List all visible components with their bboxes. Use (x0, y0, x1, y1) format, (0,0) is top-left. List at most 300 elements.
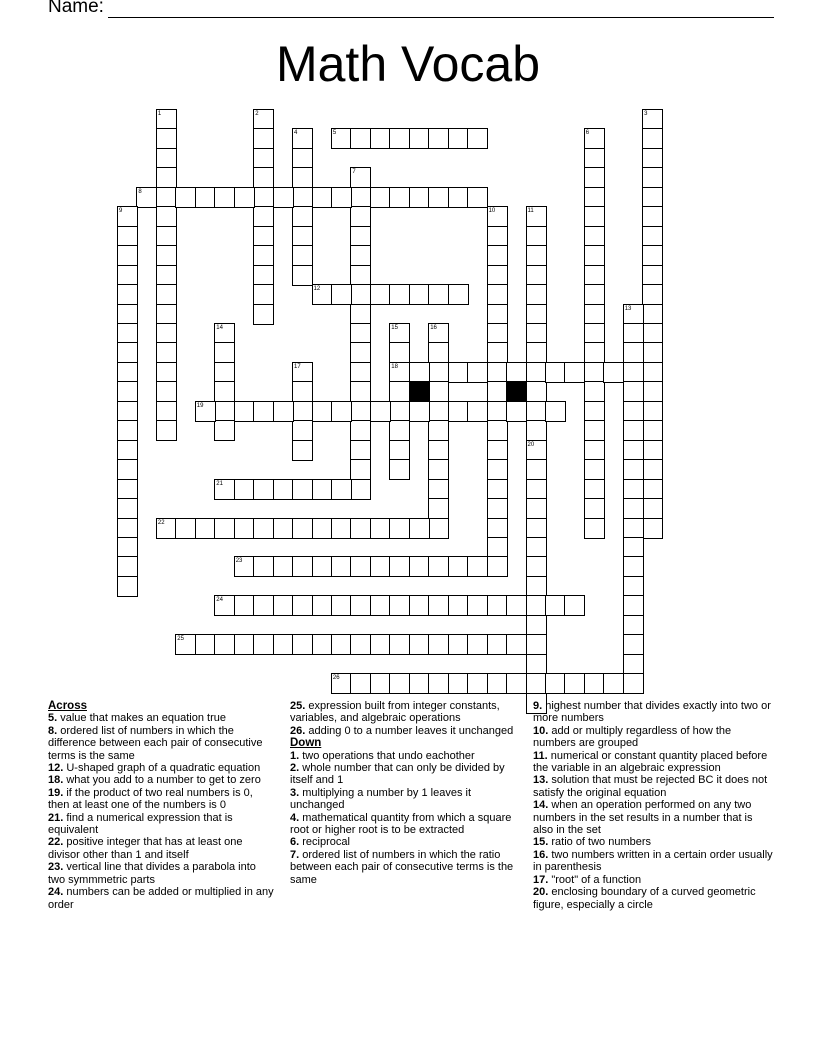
crossword-cell[interactable] (331, 634, 352, 655)
crossword-cell[interactable] (292, 245, 313, 266)
crossword-cell[interactable] (331, 128, 352, 149)
crossword-cell[interactable] (467, 401, 488, 422)
crossword-cell[interactable] (350, 440, 371, 461)
crossword-cell[interactable] (584, 323, 605, 344)
crossword-cell[interactable] (350, 226, 371, 247)
crossword-cell[interactable] (487, 265, 508, 286)
crossword-cell[interactable] (117, 479, 138, 500)
crossword-cell[interactable] (253, 187, 274, 208)
crossword-cell[interactable] (214, 479, 235, 500)
crossword-cell[interactable] (389, 595, 410, 616)
crossword-cell[interactable] (642, 128, 663, 149)
crossword-cell[interactable] (253, 245, 274, 266)
crossword-cell[interactable] (331, 595, 352, 616)
crossword-cell[interactable] (273, 401, 294, 422)
crossword-cell[interactable] (350, 304, 371, 325)
crossword-cell[interactable] (487, 479, 508, 500)
crossword-cell[interactable] (350, 187, 371, 208)
crossword-cell[interactable] (350, 479, 371, 500)
crossword-cell[interactable] (428, 342, 449, 363)
crossword-cell[interactable] (312, 634, 333, 655)
crossword-cell[interactable] (389, 518, 410, 539)
crossword-cell[interactable] (487, 518, 508, 539)
crossword-cell[interactable] (117, 498, 138, 519)
crossword-cell[interactable] (389, 187, 410, 208)
crossword-cell[interactable] (428, 401, 449, 422)
crossword-cell[interactable] (642, 362, 663, 383)
crossword-cell[interactable] (350, 206, 371, 227)
crossword-cell[interactable] (350, 556, 371, 577)
crossword-cell[interactable] (331, 284, 352, 305)
crossword-cell[interactable] (623, 401, 644, 422)
crossword-cell[interactable] (487, 245, 508, 266)
crossword-cell[interactable] (526, 595, 547, 616)
crossword-cell[interactable] (642, 401, 663, 422)
crossword-cell[interactable] (175, 518, 196, 539)
crossword-cell[interactable] (117, 265, 138, 286)
crossword-cell[interactable] (350, 167, 371, 188)
crossword-cell[interactable] (370, 128, 391, 149)
crossword-cell[interactable] (487, 401, 508, 422)
crossword-cell[interactable] (389, 323, 410, 344)
crossword-cell[interactable] (603, 673, 624, 694)
crossword-cell[interactable] (428, 284, 449, 305)
crossword-cell[interactable] (389, 459, 410, 480)
crossword-cell[interactable] (292, 226, 313, 247)
crossword-cell[interactable] (545, 673, 566, 694)
crossword-cell[interactable] (584, 440, 605, 461)
crossword-cell[interactable] (584, 342, 605, 363)
crossword-cell[interactable] (526, 537, 547, 558)
crossword-cell[interactable] (292, 265, 313, 286)
crossword-cell[interactable] (564, 595, 585, 616)
crossword-cell[interactable] (526, 304, 547, 325)
crossword-cell[interactable] (117, 420, 138, 441)
crossword-cell[interactable] (526, 362, 547, 383)
crossword-cell[interactable] (584, 265, 605, 286)
crossword-cell[interactable] (117, 226, 138, 247)
crossword-cell[interactable] (448, 187, 469, 208)
crossword-cell[interactable] (292, 167, 313, 188)
crossword-cell[interactable] (370, 556, 391, 577)
crossword-cell[interactable] (156, 226, 177, 247)
crossword-cell[interactable] (448, 128, 469, 149)
crossword-cell[interactable] (234, 187, 255, 208)
crossword-cell[interactable] (584, 518, 605, 539)
crossword-cell[interactable] (117, 518, 138, 539)
crossword-cell[interactable] (350, 245, 371, 266)
crossword-cell[interactable] (156, 187, 177, 208)
crossword-cell[interactable] (448, 634, 469, 655)
crossword-cell[interactable] (584, 420, 605, 441)
crossword-cell[interactable] (545, 595, 566, 616)
crossword-cell[interactable] (117, 304, 138, 325)
crossword-cell[interactable] (623, 576, 644, 597)
crossword-cell[interactable] (389, 634, 410, 655)
crossword-cell[interactable] (428, 420, 449, 441)
crossword-cell[interactable] (487, 284, 508, 305)
crossword-cell[interactable] (389, 440, 410, 461)
crossword-cell[interactable] (448, 595, 469, 616)
crossword-cell[interactable] (331, 479, 352, 500)
crossword-cell[interactable] (214, 595, 235, 616)
crossword-cell[interactable] (506, 634, 527, 655)
crossword-cell[interactable] (350, 284, 371, 305)
crossword-cell[interactable] (370, 634, 391, 655)
crossword-cell[interactable] (623, 595, 644, 616)
crossword-cell[interactable] (273, 595, 294, 616)
crossword-cell[interactable] (487, 342, 508, 363)
crossword-cell[interactable] (584, 187, 605, 208)
crossword-cell[interactable] (389, 673, 410, 694)
crossword-cell[interactable] (350, 128, 371, 149)
crossword-cell[interactable] (623, 615, 644, 636)
crossword-cell[interactable] (350, 342, 371, 363)
crossword-cell[interactable] (292, 518, 313, 539)
crossword-cell[interactable] (526, 498, 547, 519)
crossword-cell[interactable] (195, 518, 216, 539)
crossword-cell[interactable] (331, 673, 352, 694)
crossword-cell[interactable] (253, 479, 274, 500)
crossword-cell[interactable] (156, 109, 177, 130)
crossword-cell[interactable] (253, 518, 274, 539)
crossword-cell[interactable] (623, 420, 644, 441)
crossword-cell[interactable] (156, 128, 177, 149)
crossword-cell[interactable] (642, 265, 663, 286)
crossword-cell[interactable] (234, 401, 255, 422)
crossword-cell[interactable] (389, 284, 410, 305)
crossword-cell[interactable] (506, 401, 527, 422)
crossword-cell[interactable] (117, 245, 138, 266)
crossword-cell[interactable] (117, 401, 138, 422)
crossword-cell[interactable] (642, 187, 663, 208)
crossword-cell[interactable] (409, 284, 430, 305)
crossword-cell[interactable] (526, 342, 547, 363)
crossword-cell[interactable] (253, 595, 274, 616)
crossword-cell[interactable] (642, 518, 663, 539)
crossword-cell[interactable] (428, 634, 449, 655)
crossword-cell[interactable] (428, 556, 449, 577)
crossword-cell[interactable] (331, 187, 352, 208)
crossword-cell[interactable] (273, 187, 294, 208)
crossword-cell[interactable] (156, 420, 177, 441)
crossword-cell[interactable] (214, 342, 235, 363)
crossword-cell[interactable] (292, 128, 313, 149)
crossword-cell[interactable] (156, 265, 177, 286)
crossword-cell[interactable] (642, 459, 663, 480)
crossword-cell[interactable] (409, 518, 430, 539)
crossword-cell[interactable] (253, 304, 274, 325)
crossword-cell[interactable] (642, 323, 663, 344)
crossword-cell[interactable] (623, 479, 644, 500)
crossword-cell[interactable] (156, 381, 177, 402)
crossword-cell[interactable] (526, 479, 547, 500)
crossword-cell[interactable] (487, 440, 508, 461)
crossword-cell[interactable] (156, 148, 177, 169)
crossword-cell[interactable] (312, 284, 333, 305)
crossword-cell[interactable] (448, 284, 469, 305)
crossword-cell[interactable] (389, 556, 410, 577)
crossword-cell[interactable] (428, 323, 449, 344)
crossword-cell[interactable] (642, 226, 663, 247)
crossword-cell[interactable] (584, 401, 605, 422)
crossword-cell[interactable] (642, 304, 663, 325)
crossword-cell[interactable] (292, 479, 313, 500)
crossword-cell[interactable] (350, 595, 371, 616)
crossword-cell[interactable] (409, 187, 430, 208)
crossword-cell[interactable] (214, 420, 235, 441)
crossword-cell[interactable] (487, 595, 508, 616)
crossword-cell[interactable] (370, 284, 391, 305)
crossword-cell[interactable] (526, 323, 547, 344)
crossword-cell[interactable] (428, 498, 449, 519)
crossword-cell[interactable] (273, 556, 294, 577)
crossword-cell[interactable] (331, 556, 352, 577)
crossword-cell[interactable] (253, 148, 274, 169)
crossword-cell[interactable] (428, 595, 449, 616)
crossword-cell[interactable] (506, 595, 527, 616)
crossword-cell[interactable] (467, 595, 488, 616)
crossword-cell[interactable] (642, 498, 663, 519)
crossword-cell[interactable] (370, 401, 391, 422)
crossword-cell[interactable] (623, 362, 644, 383)
crossword-cell[interactable] (331, 401, 352, 422)
crossword-cell[interactable] (564, 673, 585, 694)
crossword-cell[interactable] (253, 109, 274, 130)
crossword-cell[interactable] (526, 654, 547, 675)
crossword-cell[interactable] (273, 479, 294, 500)
crossword-cell[interactable] (526, 420, 547, 441)
crossword-cell[interactable] (350, 265, 371, 286)
crossword-cell[interactable] (428, 459, 449, 480)
crossword-cell[interactable] (156, 206, 177, 227)
crossword-cell[interactable] (253, 556, 274, 577)
crossword-cell[interactable] (117, 362, 138, 383)
crossword-cell[interactable] (448, 401, 469, 422)
crossword-cell[interactable] (584, 284, 605, 305)
crossword-cell[interactable] (370, 595, 391, 616)
crossword-cell[interactable] (350, 381, 371, 402)
crossword-cell[interactable] (545, 362, 566, 383)
crossword-cell[interactable] (623, 323, 644, 344)
crossword-cell[interactable] (292, 381, 313, 402)
crossword-cell[interactable] (292, 362, 313, 383)
crossword-cell[interactable] (564, 362, 585, 383)
crossword-cell[interactable] (234, 479, 255, 500)
crossword-cell[interactable] (409, 128, 430, 149)
crossword-cell[interactable] (467, 673, 488, 694)
crossword-cell[interactable] (487, 323, 508, 344)
crossword-cell[interactable] (584, 498, 605, 519)
crossword-cell[interactable] (642, 440, 663, 461)
crossword-cell[interactable] (195, 401, 216, 422)
crossword-cell[interactable] (584, 226, 605, 247)
crossword-cell[interactable] (136, 187, 157, 208)
crossword-cell[interactable] (214, 401, 235, 422)
crossword-cell[interactable] (487, 362, 508, 383)
crossword-cell[interactable] (642, 342, 663, 363)
crossword-cell[interactable] (312, 187, 333, 208)
crossword-cell[interactable] (526, 265, 547, 286)
crossword-cell[interactable] (623, 634, 644, 655)
crossword-cell[interactable] (409, 595, 430, 616)
crossword-cell[interactable] (526, 576, 547, 597)
crossword-cell[interactable] (642, 381, 663, 402)
crossword-cell[interactable] (350, 518, 371, 539)
crossword-cell[interactable] (428, 673, 449, 694)
crossword-cell[interactable] (214, 362, 235, 383)
crossword-cell[interactable] (350, 401, 371, 422)
crossword-cell[interactable] (117, 323, 138, 344)
crossword-cell[interactable] (214, 634, 235, 655)
crossword-cell[interactable] (584, 479, 605, 500)
crossword-cell[interactable] (156, 518, 177, 539)
crossword-cell[interactable] (584, 206, 605, 227)
crossword-cell[interactable] (526, 459, 547, 480)
crossword-cell[interactable] (642, 148, 663, 169)
crossword-cell[interactable] (409, 556, 430, 577)
crossword-cell[interactable] (467, 187, 488, 208)
crossword-cell[interactable] (117, 381, 138, 402)
crossword-cell[interactable] (584, 673, 605, 694)
crossword-cell[interactable] (487, 226, 508, 247)
crossword-cell[interactable] (273, 634, 294, 655)
crossword-cell[interactable] (487, 304, 508, 325)
crossword-cell[interactable] (428, 381, 449, 402)
crossword-cell[interactable] (117, 342, 138, 363)
crossword-cell[interactable] (623, 537, 644, 558)
crossword-cell[interactable] (467, 362, 488, 383)
crossword-cell[interactable] (584, 167, 605, 188)
crossword-cell[interactable] (623, 654, 644, 675)
crossword-cell[interactable] (292, 420, 313, 441)
crossword-cell[interactable] (175, 187, 196, 208)
crossword-cell[interactable] (623, 440, 644, 461)
crossword-cell[interactable] (292, 634, 313, 655)
crossword-cell[interactable] (467, 634, 488, 655)
crossword-cell[interactable] (389, 381, 410, 402)
crossword-cell[interactable] (603, 362, 624, 383)
crossword-cell[interactable] (448, 673, 469, 694)
crossword-cell[interactable] (428, 440, 449, 461)
crossword-cell[interactable] (292, 401, 313, 422)
crossword-cell[interactable] (389, 420, 410, 441)
crossword-cell[interactable] (156, 284, 177, 305)
crossword-cell[interactable] (350, 362, 371, 383)
crossword-cell[interactable] (467, 556, 488, 577)
crossword-cell[interactable] (584, 381, 605, 402)
crossword-cell[interactable] (117, 576, 138, 597)
crossword-cell[interactable] (117, 440, 138, 461)
crossword-cell[interactable] (312, 479, 333, 500)
crossword-cell[interactable] (506, 362, 527, 383)
crossword-cell[interactable] (214, 518, 235, 539)
crossword-cell[interactable] (312, 595, 333, 616)
crossword-cell[interactable] (584, 128, 605, 149)
crossword-cell[interactable] (350, 323, 371, 344)
crossword-cell[interactable] (234, 556, 255, 577)
crossword-cell[interactable] (428, 128, 449, 149)
crossword-cell[interactable] (389, 401, 410, 422)
crossword-cell[interactable] (526, 518, 547, 539)
crossword-cell[interactable] (117, 537, 138, 558)
crossword-cell[interactable] (292, 206, 313, 227)
crossword-cell[interactable] (156, 323, 177, 344)
crossword-cell[interactable] (175, 634, 196, 655)
crossword-cell[interactable] (642, 109, 663, 130)
crossword-cell[interactable] (428, 479, 449, 500)
crossword-cell[interactable] (370, 673, 391, 694)
crossword-cell[interactable] (312, 518, 333, 539)
crossword-cell[interactable] (642, 420, 663, 441)
crossword-cell[interactable] (389, 342, 410, 363)
crossword-cell[interactable] (526, 673, 547, 694)
crossword-cell[interactable] (428, 362, 449, 383)
crossword-cell[interactable] (253, 128, 274, 149)
crossword-cell[interactable] (623, 304, 644, 325)
crossword-cell[interactable] (584, 304, 605, 325)
crossword-cell[interactable] (350, 459, 371, 480)
crossword-cell[interactable] (409, 634, 430, 655)
crossword-cell[interactable] (409, 362, 430, 383)
crossword-cell[interactable] (526, 634, 547, 655)
crossword-cell[interactable] (370, 518, 391, 539)
crossword-cell[interactable] (623, 381, 644, 402)
crossword-cell[interactable] (526, 615, 547, 636)
crossword-cell[interactable] (428, 187, 449, 208)
crossword-cell[interactable] (526, 440, 547, 461)
crossword-cell[interactable] (292, 556, 313, 577)
crossword-cell[interactable] (409, 401, 430, 422)
crossword-cell[interactable] (487, 381, 508, 402)
crossword-cell[interactable] (253, 206, 274, 227)
crossword-cell[interactable] (526, 556, 547, 577)
crossword-cell[interactable] (526, 206, 547, 227)
crossword-cell[interactable] (487, 498, 508, 519)
crossword-cell[interactable] (428, 518, 449, 539)
crossword-cell[interactable] (642, 479, 663, 500)
crossword-cell[interactable] (234, 634, 255, 655)
crossword-cell[interactable] (642, 245, 663, 266)
crossword-cell[interactable] (292, 595, 313, 616)
crossword-cell[interactable] (623, 459, 644, 480)
crossword-cell[interactable] (117, 206, 138, 227)
crossword-cell[interactable] (526, 245, 547, 266)
crossword-cell[interactable] (253, 226, 274, 247)
crossword-cell[interactable] (642, 167, 663, 188)
crossword-cell[interactable] (253, 284, 274, 305)
crossword-cell[interactable] (642, 284, 663, 305)
crossword-cell[interactable] (584, 362, 605, 383)
crossword-cell[interactable] (156, 342, 177, 363)
crossword-cell[interactable] (545, 401, 566, 422)
crossword-cell[interactable] (214, 381, 235, 402)
crossword-cell[interactable] (292, 440, 313, 461)
crossword-cell[interactable] (623, 556, 644, 577)
crossword-cell[interactable] (156, 304, 177, 325)
crossword-cell[interactable] (487, 556, 508, 577)
crossword-cell[interactable] (253, 265, 274, 286)
crossword-cell[interactable] (253, 401, 274, 422)
crossword-cell[interactable] (350, 673, 371, 694)
crossword-cell[interactable] (312, 401, 333, 422)
crossword-cell[interactable] (156, 401, 177, 422)
crossword-cell[interactable] (584, 148, 605, 169)
crossword-cell[interactable] (487, 420, 508, 441)
crossword-cell[interactable] (350, 634, 371, 655)
crossword-cell[interactable] (234, 518, 255, 539)
name-blank-line[interactable] (108, 0, 774, 18)
